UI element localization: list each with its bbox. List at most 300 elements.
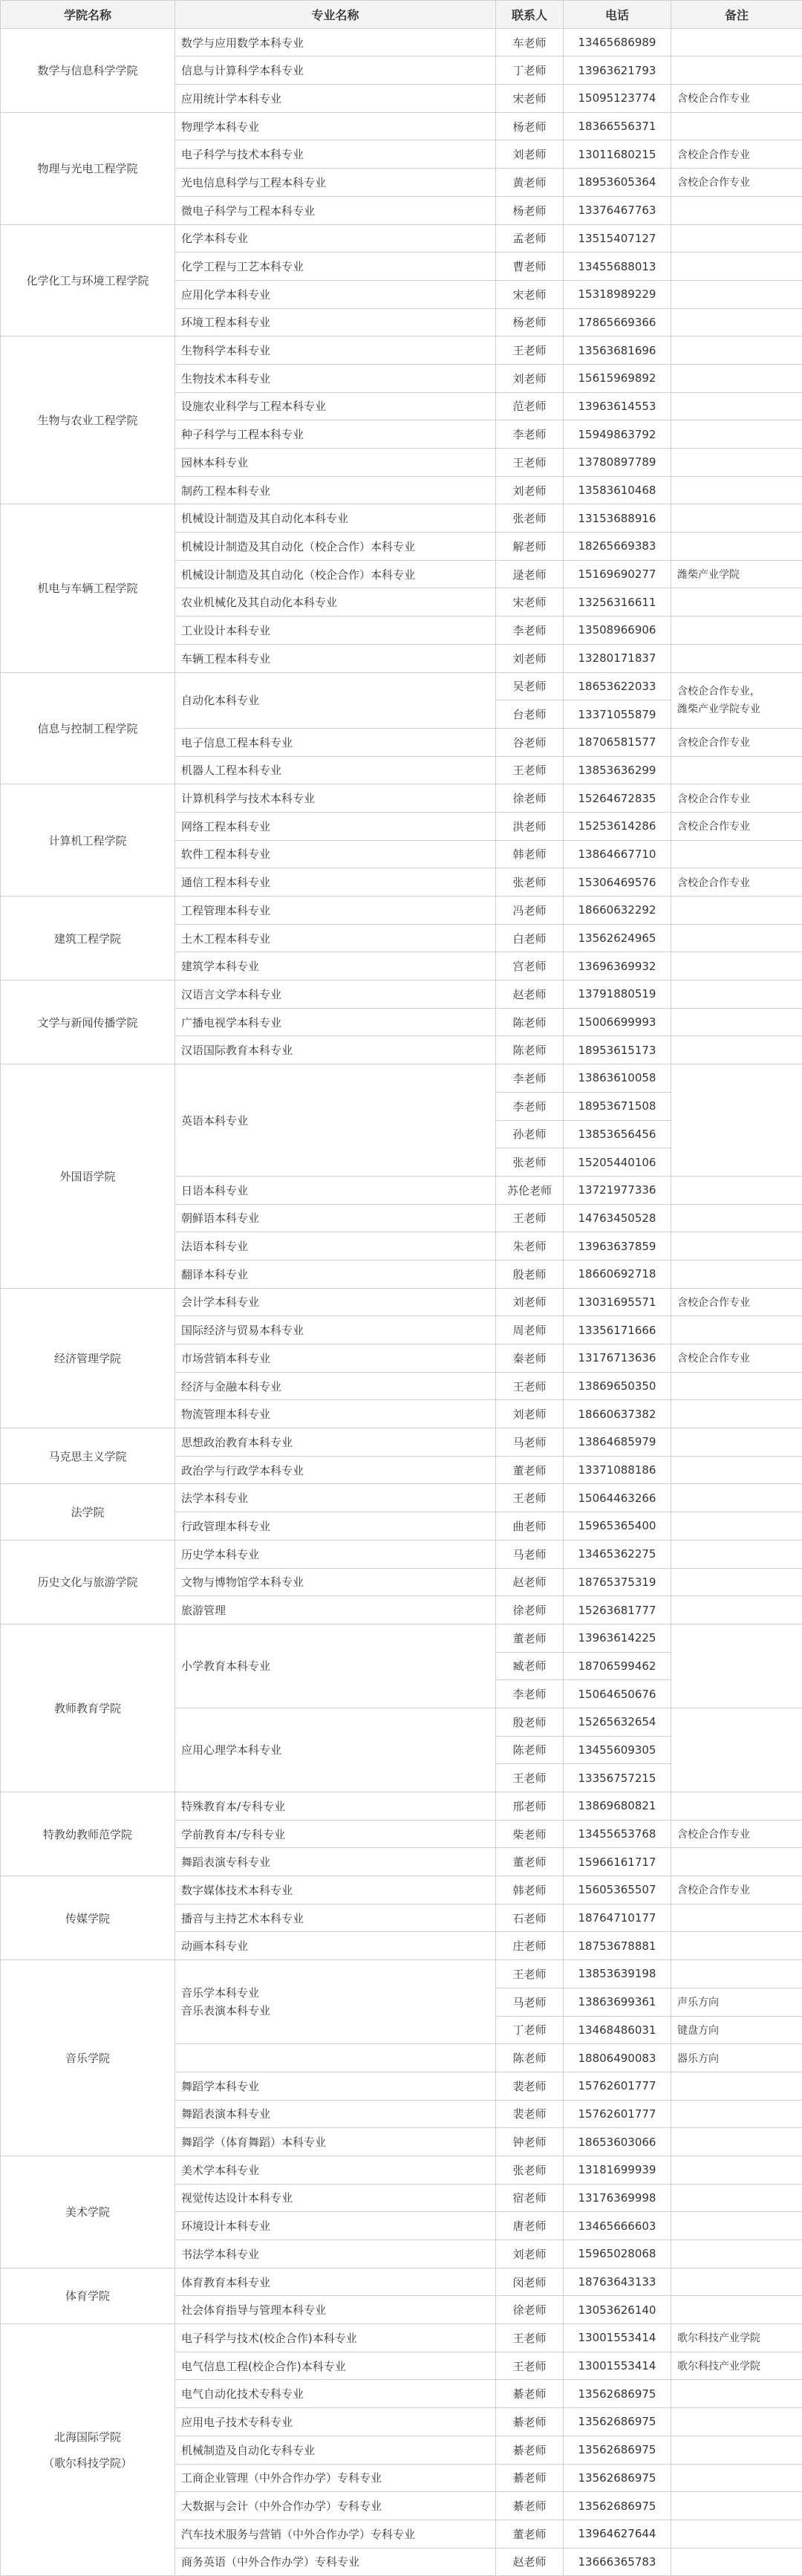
phone-number: 13864685979 (564, 1428, 671, 1457)
college-name-text: 生物与农业工程学院 (7, 412, 169, 428)
phone-number: 15205440106 (564, 1148, 671, 1177)
note-text (671, 1484, 802, 1512)
college-name-text: 化学化工与环境工程学院 (7, 273, 169, 288)
phone-number: 15949863792 (564, 420, 671, 449)
phone-number: 18706599462 (564, 1652, 671, 1680)
major-name: 汉语国际教育本科专业 (175, 1036, 496, 1064)
college-name-text: 法学院 (7, 1504, 169, 1520)
major-name: 小学教育本科专业 (175, 1624, 496, 1708)
contact-name: 宋老师 (496, 280, 564, 308)
note-text: 含校企合作专业 (671, 1288, 802, 1316)
major-name: 历史学本科专业 (175, 1540, 496, 1568)
contact-name: 刘老师 (496, 644, 564, 672)
contact-name: 陈老师 (496, 1736, 564, 1764)
contact-name: 曹老师 (496, 253, 564, 281)
major-name: 汽车技术服务与营销（中外合作办学）专科专业 (175, 2520, 496, 2548)
note-text: 含校企合作专业 (671, 868, 802, 897)
phone-number: 13963614553 (564, 392, 671, 420)
phone-number: 15006699993 (564, 1008, 671, 1036)
college-name (1, 897, 175, 980)
major-name: 微电子科学与工程本科专业 (175, 196, 496, 224)
major-name: 应用心理学本科专业 (175, 1708, 496, 1792)
major-name: 软件工程本科专业 (175, 840, 496, 868)
contact-name: 王老师 (496, 1372, 564, 1400)
major-name: 机械设计制造及其自动化本科专业 (175, 504, 496, 533)
major-name: 生物技术本科专业 (175, 364, 496, 392)
contact-name: 裴老师 (496, 2072, 564, 2100)
college-name (1, 336, 175, 504)
major-name: 视觉传达设计本科专业 (175, 2184, 496, 2212)
contact-name: 丁老师 (496, 56, 564, 85)
contact-name: 徐老师 (496, 784, 564, 813)
note-header: 备注 (671, 1, 802, 29)
contact-name: 杨老师 (496, 112, 564, 140)
contact-name: 刘老师 (496, 1400, 564, 1428)
major-name: 国际经济与贸易本科专业 (175, 1316, 496, 1344)
major-name: 物流管理本科专业 (175, 1400, 496, 1428)
phone-number: 13001553414 (564, 2352, 671, 2380)
major-name: 文物与博物馆学本科专业 (175, 1568, 496, 1596)
contact-name: 韩老师 (496, 1876, 564, 1905)
phone-number: 15966161717 (564, 1848, 671, 1876)
major-name: 电子信息工程本科专业 (175, 728, 496, 756)
contact-name: 马老师 (496, 1540, 564, 1568)
note-text (671, 420, 802, 449)
college-name-text: 北海国际学院 (7, 2429, 169, 2445)
major-name: 动画本科专业 (175, 1932, 496, 1960)
contact-name: 赵老师 (496, 2548, 564, 2576)
college-name (1, 2156, 175, 2268)
note-text (671, 1456, 802, 1484)
phone-number: 13176369998 (564, 2184, 671, 2212)
phone-number: 13465666603 (564, 2212, 671, 2240)
major-name: 农业机械化及其自动化本科专业 (175, 588, 496, 617)
contact-name: 綦老师 (496, 2380, 564, 2408)
contact-name: 王老师 (496, 1764, 564, 1792)
contact-name: 李老师 (496, 617, 564, 645)
contact-name: 张老师 (496, 868, 564, 897)
phone-number: 13853636299 (564, 756, 671, 784)
major-name: 生物科学本科专业 (175, 336, 496, 365)
contact-name: 李老师 (496, 420, 564, 449)
college-name (1, 2324, 175, 2576)
note-text (671, 2128, 802, 2156)
college-name (1, 1792, 175, 1876)
major-name: 社会体育指导与管理本科专业 (175, 2296, 496, 2324)
phone-number: 13791880519 (564, 980, 671, 1009)
contact-name: 綦老师 (496, 2464, 564, 2492)
major-name: 旅游管理 (175, 1596, 496, 1624)
note-text (671, 1260, 802, 1288)
phone-header: 电话 (564, 1, 671, 29)
phone-number: 13863610058 (564, 1064, 671, 1093)
table-row (1, 672, 802, 700)
contact-name: 宋老师 (496, 85, 564, 113)
phone-number: 13562686975 (564, 2492, 671, 2520)
note-text: 歌尔科技产业学院 (671, 2352, 802, 2380)
contact-name: 綦老师 (496, 2408, 564, 2436)
major-name: 汉语言文学本科专业 (175, 980, 496, 1009)
phone-number: 13455653768 (564, 1820, 671, 1848)
major-name: 电气信息工程(校企合作)本科专业 (175, 2352, 496, 2380)
note-line: 潍柴产业学院专业 (677, 700, 796, 718)
note-text (671, 112, 802, 140)
major-name: 法语本科专业 (175, 1232, 496, 1261)
phone-number: 15064650676 (564, 1680, 671, 1708)
college-name-text: 计算机工程学院 (7, 833, 169, 848)
table-row (1, 1960, 802, 1988)
phone-number: 18653622033 (564, 672, 671, 700)
contact-name: 王老师 (496, 449, 564, 477)
contact-name: 李老师 (496, 1092, 564, 1120)
phone-number: 13864667710 (564, 840, 671, 868)
college-name-text: 经济管理学院 (7, 1350, 169, 1366)
phone-number: 15762601777 (564, 2072, 671, 2100)
phone-number: 13964627644 (564, 2520, 671, 2548)
major-name: 自动化本科专业 (175, 672, 496, 728)
contact-name: 陈老师 (496, 2044, 564, 2072)
contact-name: 殷老师 (496, 1260, 564, 1288)
phone-number: 13508966906 (564, 617, 671, 645)
phone-number: 13562686975 (564, 2464, 671, 2492)
phone-number: 13562624965 (564, 924, 671, 952)
major-name: 电气自动化技术专科专业 (175, 2380, 496, 2408)
contact-name: 刘老师 (496, 2240, 564, 2268)
note-text (671, 644, 802, 672)
college-name-text: 外国语学院 (7, 1168, 169, 1184)
note-text (671, 1176, 802, 1204)
contact-name: 王老师 (496, 1204, 564, 1232)
phone-number: 13869650350 (564, 1372, 671, 1400)
phone-number: 15263681777 (564, 1596, 671, 1624)
note-text (671, 1064, 802, 1177)
major-name: 电子科学与技术(校企合作)本科专业 (175, 2324, 496, 2352)
contact-name: 徐老师 (496, 2296, 564, 2324)
phone-number: 13963621793 (564, 56, 671, 85)
contact-name: 庄老师 (496, 1932, 564, 1960)
phone-number: 13371055879 (564, 700, 671, 729)
major-name: 种子科学与工程本科专业 (175, 420, 496, 449)
contact-name: 周老师 (496, 1316, 564, 1344)
phone-number: 15265632654 (564, 1708, 671, 1736)
major-line: 音乐表演本科专业 (181, 2002, 489, 2020)
phone-number: 15095123774 (564, 85, 671, 113)
major-name: 工业设计本科专业 (175, 617, 496, 645)
note-text (671, 2268, 802, 2296)
contact-name: 曲老师 (496, 1512, 564, 1541)
major-name: 广播电视学本科专业 (175, 1008, 496, 1036)
note-text (671, 2212, 802, 2240)
note-text (671, 1232, 802, 1261)
contact-name: 车老师 (496, 28, 564, 56)
major-name: 舞蹈学本科专业 (175, 2072, 496, 2100)
table-row (1, 784, 802, 813)
college-name (1, 1540, 175, 1624)
table-row (1, 897, 802, 925)
college-name-text: 数学与信息科学学院 (7, 62, 169, 78)
note-text (671, 617, 802, 645)
note-text: 含校企合作专业 (671, 1344, 802, 1373)
phone-number: 13465686989 (564, 28, 671, 56)
contact-name: 殷老师 (496, 1708, 564, 1736)
note-text (671, 2072, 802, 2100)
phone-number: 18265669383 (564, 533, 671, 561)
major-name: 电子科学与技术本科专业 (175, 140, 496, 169)
phone-number: 13011680215 (564, 140, 671, 169)
contact-name: 马老师 (496, 1988, 564, 2016)
table-row (1, 1624, 802, 1652)
contact-name: 谷老师 (496, 728, 564, 756)
contact-name: 张老师 (496, 2156, 564, 2184)
contact-name: 冯老师 (496, 897, 564, 925)
major-name: 机械制造及自动化专科专业 (175, 2436, 496, 2464)
note-text (671, 280, 802, 308)
note-text (671, 28, 802, 56)
contact-name: 苏伦老师 (496, 1176, 564, 1204)
college-name-text: 传媒学院 (7, 1910, 169, 1926)
phone-number: 13356171666 (564, 1316, 671, 1344)
contact-name: 李老师 (496, 1680, 564, 1708)
major-name: 舞蹈表演专科专业 (175, 1848, 496, 1876)
contact-name: 王老师 (496, 756, 564, 784)
major-name: 播音与主持艺术本科专业 (175, 1904, 496, 1932)
note-text (671, 1400, 802, 1428)
phone-number: 13153688916 (564, 504, 671, 533)
table-row (1, 112, 802, 140)
major-name: 美术学本科专业 (175, 2156, 496, 2184)
contact-name: 杨老师 (496, 308, 564, 336)
phone-number: 18660632292 (564, 897, 671, 925)
contact-name: 韩老师 (496, 840, 564, 868)
note-text (671, 253, 802, 281)
major-line: 音乐学本科专业 (181, 1984, 489, 2002)
college-name (1, 1064, 175, 1289)
phone-number: 18806490083 (564, 2044, 671, 2072)
contact-name: 陈老师 (496, 1036, 564, 1064)
college-name (1, 2268, 175, 2323)
note-text: 键盘方向 (671, 2016, 802, 2044)
major-name: 商务英语（中外合作办学）专科专业 (175, 2548, 496, 2576)
college-name-text: 美术学院 (7, 2204, 169, 2219)
phone-number: 15253614286 (564, 812, 671, 840)
major-name: 环境工程本科专业 (175, 308, 496, 336)
table-row (1, 1484, 802, 1512)
college-name-text: 物理与光电工程学院 (7, 160, 169, 176)
note-text: 含校企合作专业 (671, 728, 802, 756)
major-name: 体育教育本科专业 (175, 2268, 496, 2296)
phone-number: 17865669366 (564, 308, 671, 336)
header-row (1, 1, 802, 29)
contact-name: 黄老师 (496, 169, 564, 197)
phone-number: 13181699939 (564, 2156, 671, 2184)
note-text (671, 897, 802, 925)
college-name (1, 980, 175, 1064)
contact-header: 联系人 (496, 1, 564, 29)
contact-name: 宋老师 (496, 588, 564, 617)
note-text (671, 672, 802, 728)
contact-name: 石老师 (496, 1904, 564, 1932)
note-text (671, 2548, 802, 2576)
college-name-text: 教师教育学院 (7, 1700, 169, 1716)
major-name: 经济与金融本科专业 (175, 1372, 496, 1400)
phone-number: 15264672835 (564, 784, 671, 813)
contact-name: 董老师 (496, 1848, 564, 1876)
major-name: 建筑学本科专业 (175, 952, 496, 980)
phone-number: 13562686975 (564, 2436, 671, 2464)
note-text (671, 196, 802, 224)
major-name (175, 1960, 496, 2044)
major-name: 学前教育本/专科专业 (175, 1820, 496, 1848)
phone-number: 15169690277 (564, 560, 671, 588)
note-text: 含校企合作专业 (671, 1876, 802, 1905)
contact-name: 裴老师 (496, 2100, 564, 2128)
table-row (1, 1540, 802, 1568)
note-line: 含校企合作专业， (677, 683, 796, 700)
phone-number: 18765375319 (564, 1568, 671, 1596)
phone-number: 15965028068 (564, 2240, 671, 2268)
note-text (671, 1792, 802, 1821)
major-name: 应用统计学本科专业 (175, 85, 496, 113)
phone-number: 15306469576 (564, 868, 671, 897)
note-text (671, 1428, 802, 1457)
college-name (1, 28, 175, 112)
college-name (1, 1876, 175, 1960)
table-row (1, 1876, 802, 1905)
major-name: 网络工程本科专业 (175, 812, 496, 840)
phone-number: 13515407127 (564, 224, 671, 253)
major-name: 光电信息科学与工程本科专业 (175, 169, 496, 197)
phone-number: 15318989229 (564, 280, 671, 308)
note-text (671, 449, 802, 477)
phone-number: 18764710177 (564, 1904, 671, 1932)
table-row (1, 28, 802, 56)
major-name: 政治学与行政学本科专业 (175, 1456, 496, 1484)
contact-name: 刘老师 (496, 1288, 564, 1316)
phone-number: 13869680821 (564, 1792, 671, 1821)
note-text (671, 924, 802, 952)
phone-number: 14763450528 (564, 1204, 671, 1232)
major-name: 日语本科专业 (175, 1176, 496, 1204)
contact-name: 赵老师 (496, 980, 564, 1009)
major-header: 专业名称 (175, 1, 496, 29)
major-name: 环境设计本科专业 (175, 2212, 496, 2240)
college-name-text: 马克思主义学院 (7, 1448, 169, 1464)
contact-name: 董老师 (496, 1624, 564, 1652)
phone-number: 18660637382 (564, 1400, 671, 1428)
phone-number: 18653603066 (564, 2128, 671, 2156)
contact-name: 赵老师 (496, 1568, 564, 1596)
note-text: 器乐方向 (671, 2044, 802, 2072)
phone-number: 13562686975 (564, 2408, 671, 2436)
major-name: 应用化学本科专业 (175, 280, 496, 308)
contact-name: 马老师 (496, 1428, 564, 1457)
note-text: 含校企合作专业 (671, 85, 802, 113)
contact-name: 范老师 (496, 392, 564, 420)
college-name-text: 机电与车辆工程学院 (7, 580, 169, 596)
table-row (1, 224, 802, 253)
note-text (671, 2436, 802, 2464)
note-text (671, 1008, 802, 1036)
major-name: 思想政治教育本科专业 (175, 1428, 496, 1457)
major-name: 朝鲜语本科专业 (175, 1204, 496, 1232)
phone-number: 13455609305 (564, 1736, 671, 1764)
phone-number: 18763643133 (564, 2268, 671, 2296)
note-text (671, 1316, 802, 1344)
note-text (671, 504, 802, 533)
phone-number: 13563681696 (564, 336, 671, 365)
contact-name: 杨老师 (496, 196, 564, 224)
contact-name: 陈老师 (496, 1008, 564, 1036)
college-name-text: 建筑工程学院 (7, 931, 169, 946)
contact-name: 孙老师 (496, 1120, 564, 1148)
phone-number: 18366556371 (564, 112, 671, 140)
college-name (1, 112, 175, 224)
contact-name: 刘老师 (496, 476, 564, 504)
note-text: 含校企合作专业 (671, 784, 802, 813)
table-row (1, 1428, 802, 1457)
major-name: 特殊教育本/专科专业 (175, 1792, 496, 1821)
contact-name: 丁老师 (496, 2016, 564, 2044)
contact-name: 洪老师 (496, 812, 564, 840)
phone-number: 18660692718 (564, 1260, 671, 1288)
note-text (671, 56, 802, 85)
phone-number: 13562686975 (564, 2380, 671, 2408)
table-row (1, 980, 802, 1009)
major-name: 土木工程本科专业 (175, 924, 496, 952)
note-text (671, 2408, 802, 2436)
note-text (671, 1036, 802, 1064)
note-text: 歌尔科技产业学院 (671, 2324, 802, 2352)
note-text (671, 588, 802, 617)
phone-number: 13963637859 (564, 1232, 671, 1261)
contact-name: 张老师 (496, 1148, 564, 1177)
phone-number: 13356757215 (564, 1764, 671, 1792)
phone-number: 15965365400 (564, 1512, 671, 1541)
note-text (671, 364, 802, 392)
note-text (671, 224, 802, 253)
major-name: 信息与计算科学本科专业 (175, 56, 496, 85)
phone-number: 15762601777 (564, 2100, 671, 2128)
phone-number: 13468486031 (564, 2016, 671, 2044)
contact-name: 臧老师 (496, 1652, 564, 1680)
college-name-text: 音乐学院 (7, 2050, 169, 2066)
phone-number: 13853639198 (564, 1960, 671, 1988)
phone-number: 18953671508 (564, 1092, 671, 1120)
college-name (1, 1960, 175, 2156)
note-text (671, 2464, 802, 2492)
phone-number: 13176713636 (564, 1344, 671, 1373)
phone-number: 13963614225 (564, 1624, 671, 1652)
table-row (1, 1288, 802, 1316)
major-name: 机械设计制造及其自动化（校企合作）本科专业 (175, 533, 496, 561)
phone-number: 13696369932 (564, 952, 671, 980)
note-text (671, 1960, 802, 1988)
note-text (671, 2184, 802, 2212)
major-name: 化学工程与工艺本科专业 (175, 253, 496, 281)
college-name-text: 文学与新闻传播学院 (7, 1015, 169, 1030)
contact-name: 王老师 (496, 1960, 564, 1988)
note-text: 含校企合作专业 (671, 140, 802, 169)
major-name: 化学本科专业 (175, 224, 496, 253)
note-text (671, 2156, 802, 2184)
major-name: 数字媒体技术本科专业 (175, 1876, 496, 1905)
note-text (671, 308, 802, 336)
table-row (1, 1792, 802, 1821)
note-text (671, 980, 802, 1009)
major-name: 应用电子技术专科专业 (175, 2408, 496, 2436)
major-name: 机器人工程本科专业 (175, 756, 496, 784)
college-name (1, 1484, 175, 1540)
